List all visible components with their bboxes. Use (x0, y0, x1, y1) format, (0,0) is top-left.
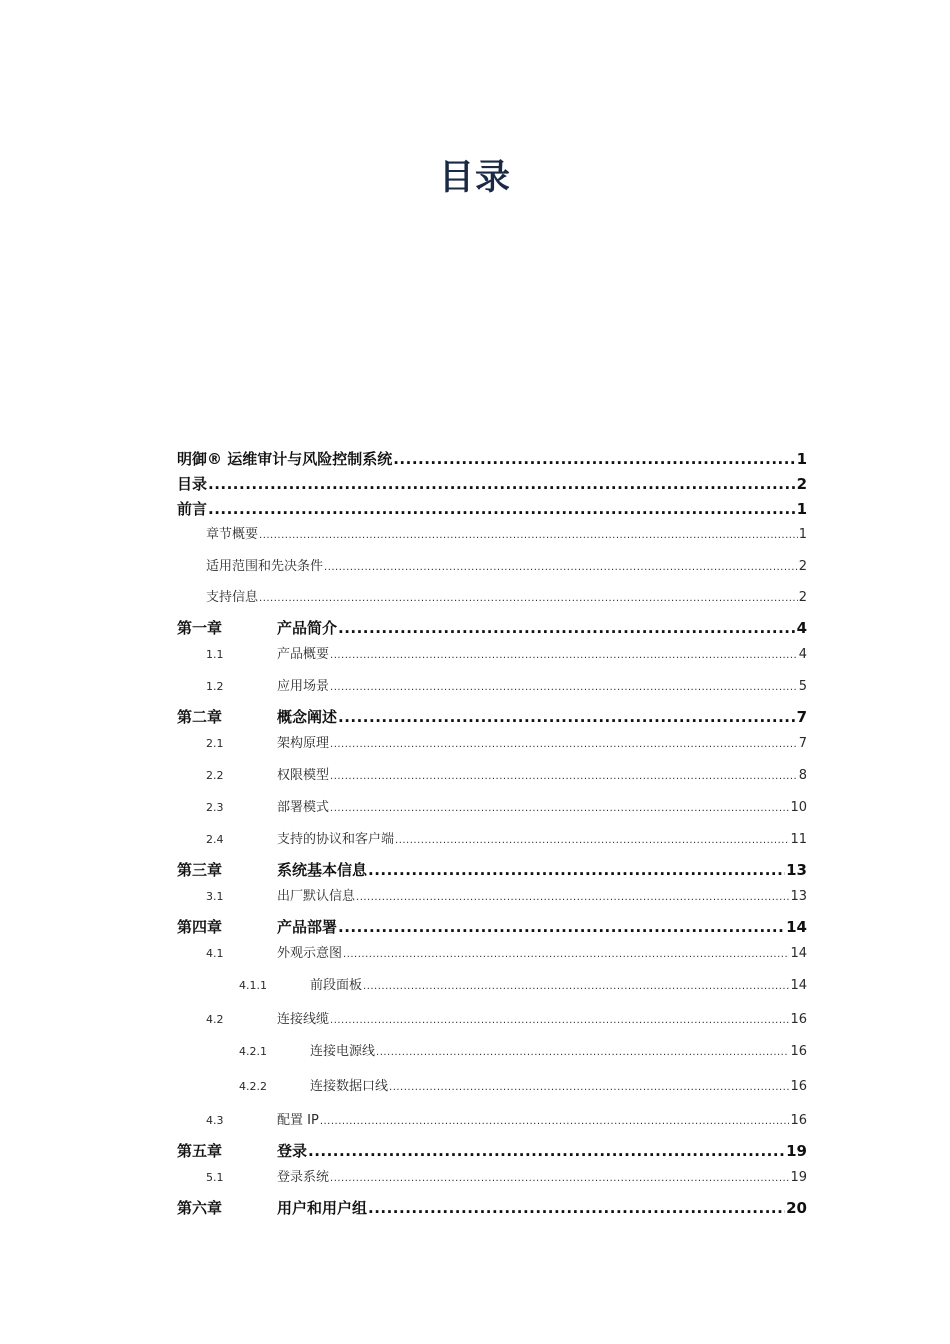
toc-entry-page-number: 4 (798, 647, 807, 662)
toc-dot-leader (343, 949, 789, 960)
toc-entry-number: 2.3 (206, 801, 224, 814)
toc-dot-leader (395, 835, 789, 846)
toc-dot-leader (208, 500, 796, 518)
toc-entry-page-number: 16 (790, 1012, 807, 1027)
toc-entry-page-number: 19 (786, 1142, 807, 1160)
toc-dot-leader (330, 771, 798, 782)
toc-entry[interactable] (206, 1008, 807, 1027)
toc-entry-title: 产品概要 (277, 647, 330, 662)
toc-dot-leader (338, 918, 785, 936)
toc-entry-page-number: 2 (796, 475, 807, 493)
toc-entry-number: 第一章 (177, 619, 223, 637)
toc-entry-number: 4.1 (206, 947, 224, 960)
toc-dot-leader (330, 650, 798, 661)
toc-entry[interactable] (206, 643, 807, 662)
toc-entry-title: 支持的协议和客户端 (277, 832, 395, 847)
toc-dot-leader (368, 1199, 785, 1217)
toc-dot-leader (338, 619, 796, 637)
toc-entry-number: 5.1 (206, 1171, 224, 1184)
toc-entry-number: 3.1 (206, 890, 224, 903)
toc-entry[interactable] (177, 706, 807, 727)
toc-entry-title: 适用范围和先决条件 (206, 559, 324, 574)
toc-entry[interactable] (177, 916, 807, 937)
toc-entry-page-number: 14 (790, 978, 807, 993)
toc-entry-page-number: 7 (796, 708, 807, 726)
toc-entry-number: 2.4 (206, 833, 224, 846)
page-title: 目录 (438, 158, 511, 198)
toc-dot-leader (259, 530, 798, 541)
toc-entry[interactable] (239, 1040, 807, 1059)
toc-entry-page-number: 14 (790, 946, 807, 961)
toc-dot-leader (330, 739, 798, 750)
toc-entry-page-number: 1 (796, 500, 807, 518)
toc-entry-title: 架构原理 (277, 736, 330, 751)
toc-entry-page-number: 11 (790, 832, 807, 847)
toc-entry[interactable] (177, 1140, 807, 1161)
toc-entry[interactable] (177, 448, 807, 469)
toc-entry-title: 连接电源线 (310, 1044, 376, 1059)
toc-entry-page-number: 13 (790, 889, 807, 904)
toc-entry-number: 4.1.1 (239, 979, 267, 992)
toc-entry-title: 前段面板 (310, 978, 363, 993)
toc-entry[interactable] (206, 796, 807, 815)
toc-entry-title: 出厂默认信息 (277, 889, 356, 904)
toc-entry[interactable] (177, 498, 807, 519)
toc-entry[interactable] (206, 764, 807, 783)
toc-dot-leader (208, 475, 796, 493)
toc-entry-number: 4.2.2 (239, 1080, 267, 1093)
toc-entry-title: 目录 (177, 475, 208, 493)
toc-entry-title: 支持信息 (206, 590, 259, 605)
toc-dot-leader (330, 1015, 789, 1026)
toc-entry-page-number: 16 (790, 1044, 807, 1059)
toc-entry-number: 第五章 (177, 1142, 223, 1160)
toc-entry-title: 概念阐述 (277, 708, 338, 726)
toc-entry-page-number: 14 (786, 918, 807, 936)
toc-entry-title: 登录 (277, 1142, 308, 1160)
toc-entry[interactable] (206, 732, 807, 751)
toc-entry-title: 章节概要 (206, 527, 259, 542)
toc-entry[interactable] (177, 617, 807, 638)
toc-entry[interactable] (177, 1197, 807, 1218)
toc-entry-title: 前言 (177, 500, 208, 518)
toc-entry-page-number: 4 (796, 619, 807, 637)
toc-entry-page-number: 1 (798, 527, 807, 542)
toc-entry-title: 配置 IP (277, 1113, 319, 1128)
toc-entry-title: 登录系统 (277, 1170, 330, 1185)
toc-dot-leader (308, 1142, 785, 1160)
toc-entry[interactable] (177, 859, 807, 880)
toc-dot-leader (330, 803, 789, 814)
toc-dot-leader (320, 1116, 790, 1127)
toc-entry-title: 部署模式 (277, 800, 330, 815)
toc-entry-number: 4.3 (206, 1114, 224, 1127)
toc-entry-number: 4.2 (206, 1013, 224, 1026)
toc-entry-title: 连接线缆 (277, 1012, 330, 1027)
toc-entry-page-number: 20 (786, 1199, 807, 1217)
toc-dot-leader (330, 1173, 789, 1184)
toc-entry-number: 第六章 (177, 1199, 223, 1217)
toc-entry-number: 第四章 (177, 918, 223, 936)
toc-entry[interactable] (206, 523, 807, 542)
toc-entry[interactable] (206, 942, 807, 961)
toc-entry-title: 连接数据口线 (310, 1079, 389, 1094)
toc-entry[interactable] (206, 675, 807, 694)
toc-entry[interactable] (239, 1075, 807, 1094)
toc-dot-leader (363, 981, 789, 992)
toc-entry-title: 权限模型 (277, 768, 330, 783)
toc-dot-leader (324, 562, 798, 573)
toc-dot-leader (368, 861, 785, 879)
toc-entry-title: 明御® 运维审计与风险控制系统 (177, 450, 393, 468)
toc-entry-title: 产品部署 (277, 918, 338, 936)
toc-entry-title: 产品简介 (277, 619, 338, 637)
toc-entry-page-number: 5 (798, 679, 807, 694)
toc-entry-page-number: 10 (790, 800, 807, 815)
toc-entry-number: 4.2.1 (239, 1045, 267, 1058)
toc-entry-page-number: 16 (790, 1113, 807, 1128)
toc-entry-page-number: 1 (796, 450, 807, 468)
toc-entry-number: 第二章 (177, 708, 223, 726)
toc-dot-leader (393, 450, 795, 468)
toc-entry[interactable] (206, 586, 807, 605)
toc-entry-number: 1.1 (206, 648, 224, 661)
toc-dot-leader (356, 892, 789, 903)
toc-entry[interactable] (206, 1109, 807, 1128)
toc-entry-title: 应用场景 (277, 679, 330, 694)
toc-entry-number: 1.2 (206, 680, 224, 693)
toc-entry-page-number: 13 (786, 861, 807, 879)
toc-entry[interactable] (177, 473, 807, 494)
toc-entry[interactable] (206, 885, 807, 904)
toc-dot-leader (259, 593, 798, 604)
toc-entry-page-number: 8 (798, 768, 807, 783)
toc-entry[interactable] (206, 1166, 807, 1185)
toc-entry-title: 外观示意图 (277, 946, 343, 961)
toc-entry-page-number: 19 (790, 1170, 807, 1185)
toc-dot-leader (330, 682, 798, 693)
toc-entry[interactable] (206, 828, 807, 847)
toc-entry[interactable] (239, 974, 807, 993)
toc-dot-leader (338, 708, 796, 726)
toc-entry-title: 系统基本信息 (277, 861, 368, 879)
toc-entry[interactable] (206, 555, 807, 574)
toc-entry-number: 2.2 (206, 769, 224, 782)
toc-dot-leader (376, 1047, 789, 1058)
toc-entry-number: 第三章 (177, 861, 223, 879)
toc-entry-page-number: 2 (798, 590, 807, 605)
toc-entry-page-number: 7 (798, 736, 807, 751)
toc-entry-page-number: 16 (790, 1079, 807, 1094)
toc-entry-title: 用户和用户组 (277, 1199, 368, 1217)
toc-entry-number: 2.1 (206, 737, 224, 750)
toc-entry-page-number: 2 (798, 559, 807, 574)
toc-dot-leader (389, 1082, 789, 1093)
